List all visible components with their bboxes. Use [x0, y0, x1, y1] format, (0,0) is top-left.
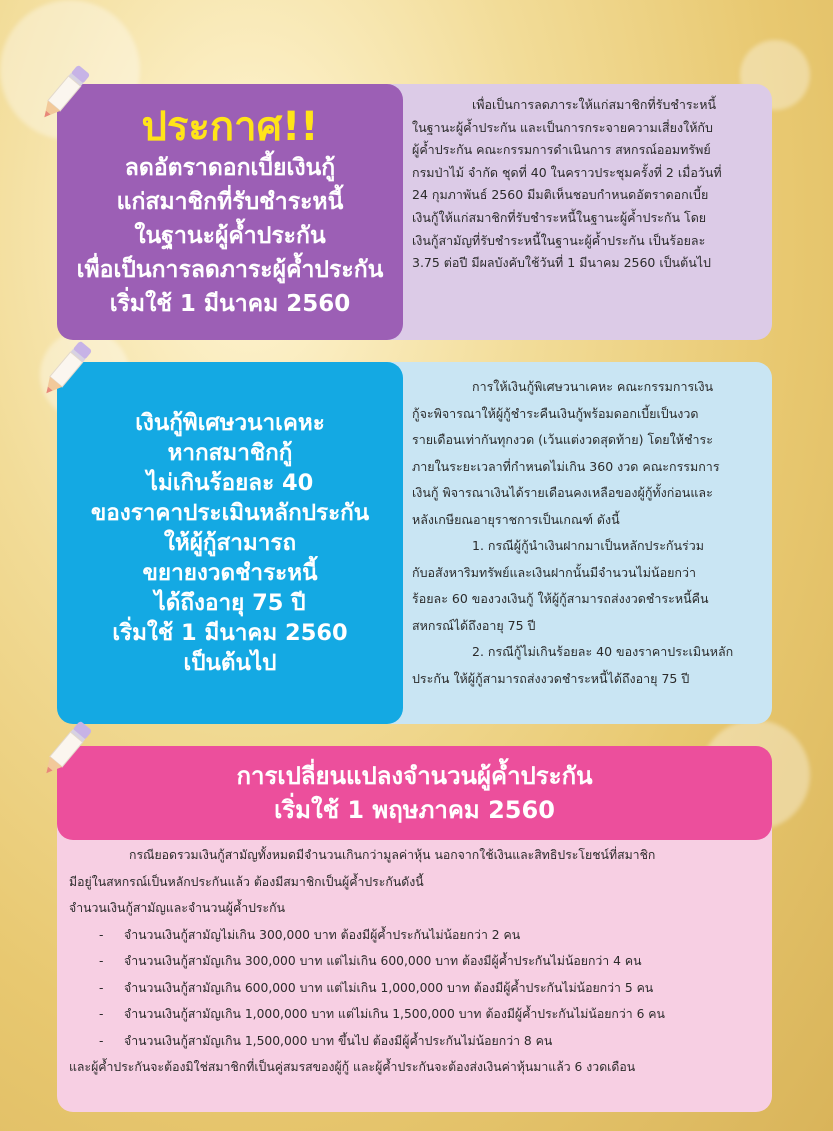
guarantor-detail-panel — [57, 820, 772, 1112]
guarantor-intro-1: กรณียอดรวมเงินกู้สามัญทั้งหมดมีจำนวนเกินกว่ามูลค่าหุ้น นอกจากใช้เงินและสิทธิประโยชน์ที่สมาชิก — [129, 848, 656, 862]
announce-line: เพื่อเป็นการลดภาระผู้ค้ำประกัน — [76, 257, 384, 283]
list-item: - จำนวนเงินกู้สามัญเกิน 1,500,000 บาท ขึ้นไป ต้องมีผู้ค้ำประกันไม่น้อยกว่า 8 คน — [69, 1028, 750, 1055]
body-line: รายเดือนเท่ากันทุกงวด (เว้นแต่งวดสุดท้าย) โดยให้ชำระ — [412, 432, 713, 447]
special-line: ไม่เกินร้อยละ 40 — [146, 470, 314, 496]
body-line: ผู้ค้ำประกัน คณะกรรมการดำเนินการ สหกรณ์ออมทรัพย์ — [412, 142, 711, 158]
announce-line: แก่สมาชิกที่รับชำระหนี้ — [116, 189, 344, 215]
body-line: เงินกู้ พิจารณาเงินได้รายเดือนคงเหลือของผู้กู้ทั้งก่อนและ — [412, 485, 713, 500]
guarantor-list — [69, 922, 750, 1055]
body-line: เพื่อเป็นการลดภาระให้แก่สมาชิกที่รับชำระหนี้ — [472, 97, 717, 112]
announce-detail-panel — [360, 84, 772, 340]
announce-line: ในฐานะผู้ค้ำประกัน — [134, 223, 326, 249]
special-line: เงินกู้พิเศษวนาเคหะ — [135, 410, 325, 436]
body-line: เงินกู้สามัญที่รับชำระหนี้ในฐานะผู้ค้ำประกัน เป็นร้อยละ — [412, 232, 706, 248]
body-line: ร้อยละ 60 ของวงเงินกู้ ให้ผู้กู้สามารถส่งงวดชำระหนี้คืน — [412, 591, 709, 606]
list-item: - จำนวนเงินกู้สามัญเกิน 300,000 บาท แต่ไม่เกิน 600,000 บาท ต้องมีผู้ค้ำประกันไม่น้อยกว่า 4 คน — [69, 948, 750, 975]
body-line: กรมป่าไม้ จำกัด ชุดที่ 40 ในคราวประชุมครั้งที่ 2 เมื่อวันที่ — [412, 164, 722, 180]
body-line: สหกรณ์ได้ถึงอายุ 75 ปี — [412, 617, 536, 633]
pencil-icon — [30, 716, 100, 786]
special-line: หากสมาชิกกู้ — [167, 440, 293, 466]
guarantor-body — [57, 820, 772, 1091]
announce-headline-panel — [57, 84, 403, 340]
list-item: - จำนวนเงินกู้สามัญไม่เกิน 300,000 บาท ต้องมีผู้ค้ำประกันไม่น้อยกว่า 2 คน — [69, 922, 750, 949]
announce-line: ลดอัตราดอกเบี้ยเงินกู้ — [124, 155, 336, 181]
list-item: - จำนวนเงินกู้สามัญเกิน 1,000,000 บาท แต่ไม่เกิน 1,500,000 บาท ต้องมีผู้ค้ำประกันไม่น้อยกว่า 6 คน — [69, 1001, 750, 1028]
body-line: หลังเกษียณอายุราชการเป็นเกณฑ์ ดังนี้ — [412, 511, 620, 527]
body-line: การให้เงินกู้พิเศษวนาเคหะ คณะกรรมการเงิน — [472, 379, 714, 394]
body-line: เงินกู้ให้แก่สมาชิกที่รับชำระหนี้ในฐานะผู้ค้ำประกัน โดย — [412, 209, 707, 225]
body-line: 24 กุมภาพันธ์ 2560 มีมติเห็นชอบกำหนดอัตราดอกเบี้ย — [412, 187, 709, 203]
special-line: ขยายงวดชำระหนี้ — [142, 560, 318, 586]
body-line: 1. กรณีผู้กู้นำเงินฝากมาเป็นหลักประกันร่วม — [472, 538, 704, 553]
special-line: เริ่มใช้ 1 มีนาคม 2560 — [112, 620, 348, 646]
special-loan-detail-panel — [360, 362, 772, 724]
announce-exclaim: ประกาศ!! — [141, 104, 319, 150]
special-line: ให้ผู้กู้สามารถ — [163, 530, 297, 556]
body-line: กู้จะพิจารณาให้ผู้กู้ชำระคืนเงินกู้พร้อมดอกเบี้ยเป็นงวด — [412, 405, 699, 421]
pencil-icon — [28, 60, 98, 130]
special-line: ของราคาประเมินหลักประกัน — [90, 500, 370, 526]
special-line: ได้ถึงอายุ 75 ปี — [154, 590, 306, 616]
guarantor-headline-panel — [57, 746, 772, 840]
body-line: 2. กรณีกู้ไม่เกินร้อยละ 40 ของราคาประเมินหลัก — [472, 644, 734, 659]
body-line: 3.75 ต่อปี มีผลบังคับใช้วันที่ 1 มีนาคม 2560 เป็นต้นไป — [412, 255, 711, 271]
guarantor-intro-2: มีอยู่ในสหกรณ์เป็นหลักประกันแล้ว ต้องมีสมาชิกเป็นผู้ค้ำประกันดังนี้ — [69, 874, 424, 889]
guarantor-subhead: จำนวนเงินกู้สามัญและจำนวนผู้ค้ำประกัน — [69, 901, 285, 915]
announce-body — [360, 84, 772, 285]
body-line: ในฐานะผู้ค้ำประกัน และเป็นการกระจายความเสี่ยงให้กับ — [412, 119, 713, 135]
body-line: ภายในระยะเวลาที่กำหนดไม่เกิน 360 งวด คณะกรรมการ — [412, 458, 720, 474]
list-item: - จำนวนเงินกู้สามัญเกิน 600,000 บาท แต่ไม่เกิน 1,000,000 บาท ต้องมีผู้ค้ำประกันไม่น้อยกว่า 5 คน — [69, 975, 750, 1002]
special-body — [360, 362, 772, 702]
body-line: กับอสังหาริมทรัพย์และเงินฝากนั้นมีจำนวนไม่น้อยกว่า — [412, 564, 697, 580]
pencil-icon — [30, 336, 100, 406]
guarantor-title-2: เริ่มใช้ 1 พฤษภาคม 2560 — [274, 796, 555, 824]
guarantor-title-1: การเปลี่ยนแปลงจำนวนผู้ค้ำประกัน — [236, 762, 593, 790]
body-line: ประกัน ให้ผู้กู้สามารถส่งงวดชำระหนี้ได้ถึงอายุ 75 ปี — [412, 670, 690, 686]
special-line: เป็นต้นไป — [183, 650, 277, 676]
special-loan-headline-panel — [57, 362, 403, 724]
guarantor-closing: และผู้ค้ำประกันจะต้องมิใช่สมาชิกที่เป็นคู่สมรสของผู้กู้ และผู้ค้ำประกันจะต้องส่งเงินค่าหุ้นมาแล้ว 6 งวดเดือน — [69, 1060, 636, 1074]
announce-line: เริ่มใช้ 1 มีนาคม 2560 — [109, 291, 351, 317]
